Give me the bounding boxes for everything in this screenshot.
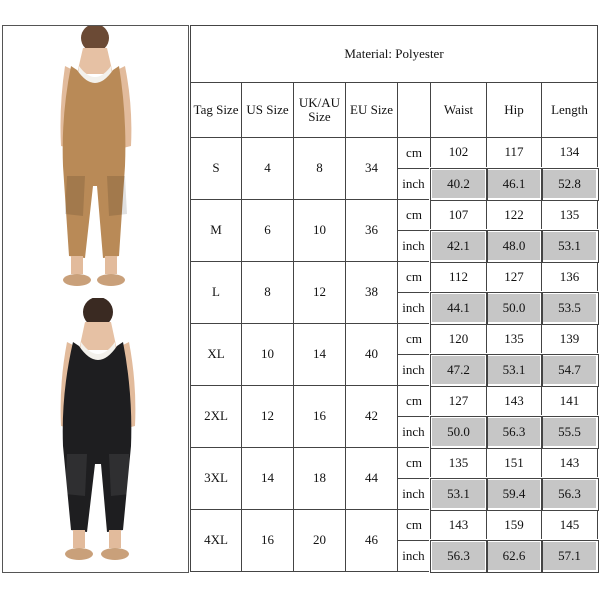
hip-cm-cell: 143 (487, 386, 542, 417)
waist-cm-cell: 120 (431, 324, 487, 355)
hip-inch-cell: 50.0 (487, 293, 542, 324)
eu-size-cell: 40 (346, 324, 398, 386)
hip-inch-cell: 59.4 (487, 479, 542, 510)
header-uk-au-size: UK/AU Size (294, 83, 346, 138)
us-size-cell: 16 (242, 510, 294, 572)
length-cm-cell: 145 (542, 510, 598, 541)
uk-size-cell: 10 (294, 200, 346, 262)
eu-size-cell: 42 (346, 386, 398, 448)
uk-size-cell: 20 (294, 510, 346, 572)
tag-size-cell: XL (191, 324, 242, 386)
waist-inch-cell: 40.2 (431, 169, 487, 200)
hip-cm-cell: 117 (487, 138, 542, 169)
table-row (191, 200, 598, 231)
length-cm-cell: 134 (542, 138, 598, 169)
length-inch-cell: 53.5 (542, 293, 598, 324)
unit-cm-label: cm (398, 324, 431, 355)
us-size-cell: 14 (242, 448, 294, 510)
unit-inch-label: inch (398, 355, 431, 386)
tag-size-cell: 2XL (191, 386, 242, 448)
unit-cm-label: cm (398, 386, 431, 417)
us-size-cell: 8 (242, 262, 294, 324)
header-us-size: US Size (242, 83, 294, 138)
uk-size-cell: 12 (294, 262, 346, 324)
waist-inch-cell: 53.1 (431, 479, 487, 510)
waist-cm-cell: 102 (431, 138, 487, 169)
length-inch-cell: 54.7 (542, 355, 598, 386)
tag-size-cell: S (191, 138, 242, 200)
unit-inch-label: inch (398, 479, 431, 510)
uk-size-cell: 16 (294, 386, 346, 448)
eu-size-cell: 38 (346, 262, 398, 324)
length-inch-cell: 56.3 (542, 479, 598, 510)
us-size-cell: 6 (242, 200, 294, 262)
table-row (191, 138, 598, 169)
unit-cm-label: cm (398, 510, 431, 541)
eu-size-cell: 34 (346, 138, 398, 200)
waist-cm-cell: 112 (431, 262, 487, 293)
us-size-cell: 4 (242, 138, 294, 200)
length-cm-cell: 139 (542, 324, 598, 355)
table-row (191, 386, 598, 417)
waist-inch-cell: 42.1 (431, 231, 487, 262)
hip-inch-cell: 53.1 (487, 355, 542, 386)
waist-cm-cell: 143 (431, 510, 487, 541)
hip-inch-cell: 46.1 (487, 169, 542, 200)
header-hip: Hip (487, 83, 542, 138)
uk-size-cell: 18 (294, 448, 346, 510)
uk-size-cell: 8 (294, 138, 346, 200)
hip-inch-cell: 62.6 (487, 541, 542, 572)
table-row (191, 324, 598, 355)
waist-inch-cell: 50.0 (431, 417, 487, 448)
unit-cm-label: cm (398, 200, 431, 231)
hip-cm-cell: 135 (487, 324, 542, 355)
unit-inch-label: inch (398, 293, 431, 324)
hip-inch-cell: 56.3 (487, 417, 542, 448)
length-inch-cell: 55.5 (542, 417, 598, 448)
hip-cm-cell: 151 (487, 448, 542, 479)
unit-inch-label: inch (398, 169, 431, 200)
eu-size-cell: 44 (346, 448, 398, 510)
khaki-jumpsuit-photo (3, 26, 188, 298)
length-inch-cell: 53.1 (542, 231, 598, 262)
length-cm-cell: 141 (542, 386, 598, 417)
black-jumpsuit-photo (3, 298, 188, 572)
eu-size-cell: 46 (346, 510, 398, 572)
uk-size-cell: 14 (294, 324, 346, 386)
length-inch-cell: 52.8 (542, 169, 598, 200)
tag-size-cell: 4XL (191, 510, 242, 572)
table-row (191, 448, 598, 479)
tag-size-cell: 3XL (191, 448, 242, 510)
waist-inch-cell: 44.1 (431, 293, 487, 324)
hip-cm-cell: 122 (487, 200, 542, 231)
unit-cm-label: cm (398, 138, 431, 169)
unit-cm-label: cm (398, 448, 431, 479)
tag-size-cell: L (191, 262, 242, 324)
hip-inch-cell: 48.0 (487, 231, 542, 262)
waist-cm-cell: 135 (431, 448, 487, 479)
tag-size-cell: M (191, 200, 242, 262)
waist-inch-cell: 47.2 (431, 355, 487, 386)
length-cm-cell: 136 (542, 262, 598, 293)
eu-size-cell: 36 (346, 200, 398, 262)
waist-inch-cell: 56.3 (431, 541, 487, 572)
header-unit (398, 83, 431, 138)
header-eu-size: EU Size (346, 83, 398, 138)
us-size-cell: 10 (242, 324, 294, 386)
waist-cm-cell: 107 (431, 200, 487, 231)
header-tag-size: Tag Size (191, 83, 242, 138)
product-photo-panel (2, 25, 189, 573)
length-cm-cell: 143 (542, 448, 598, 479)
hip-cm-cell: 127 (487, 262, 542, 293)
table-row (191, 510, 598, 541)
length-inch-cell: 57.1 (542, 541, 598, 572)
unit-inch-label: inch (398, 417, 431, 448)
table-row (191, 262, 598, 293)
us-size-cell: 12 (242, 386, 294, 448)
waist-cm-cell: 127 (431, 386, 487, 417)
title-row (191, 26, 598, 83)
header-length: Length (542, 83, 598, 138)
unit-inch-label: inch (398, 541, 431, 572)
hip-cm-cell: 159 (487, 510, 542, 541)
unit-inch-label: inch (398, 231, 431, 262)
table-title: Material: Polyester (191, 26, 598, 83)
header-waist: Waist (431, 83, 487, 138)
size-chart-table (190, 25, 599, 573)
unit-cm-label: cm (398, 262, 431, 293)
length-cm-cell: 135 (542, 200, 598, 231)
header-row (191, 83, 598, 138)
